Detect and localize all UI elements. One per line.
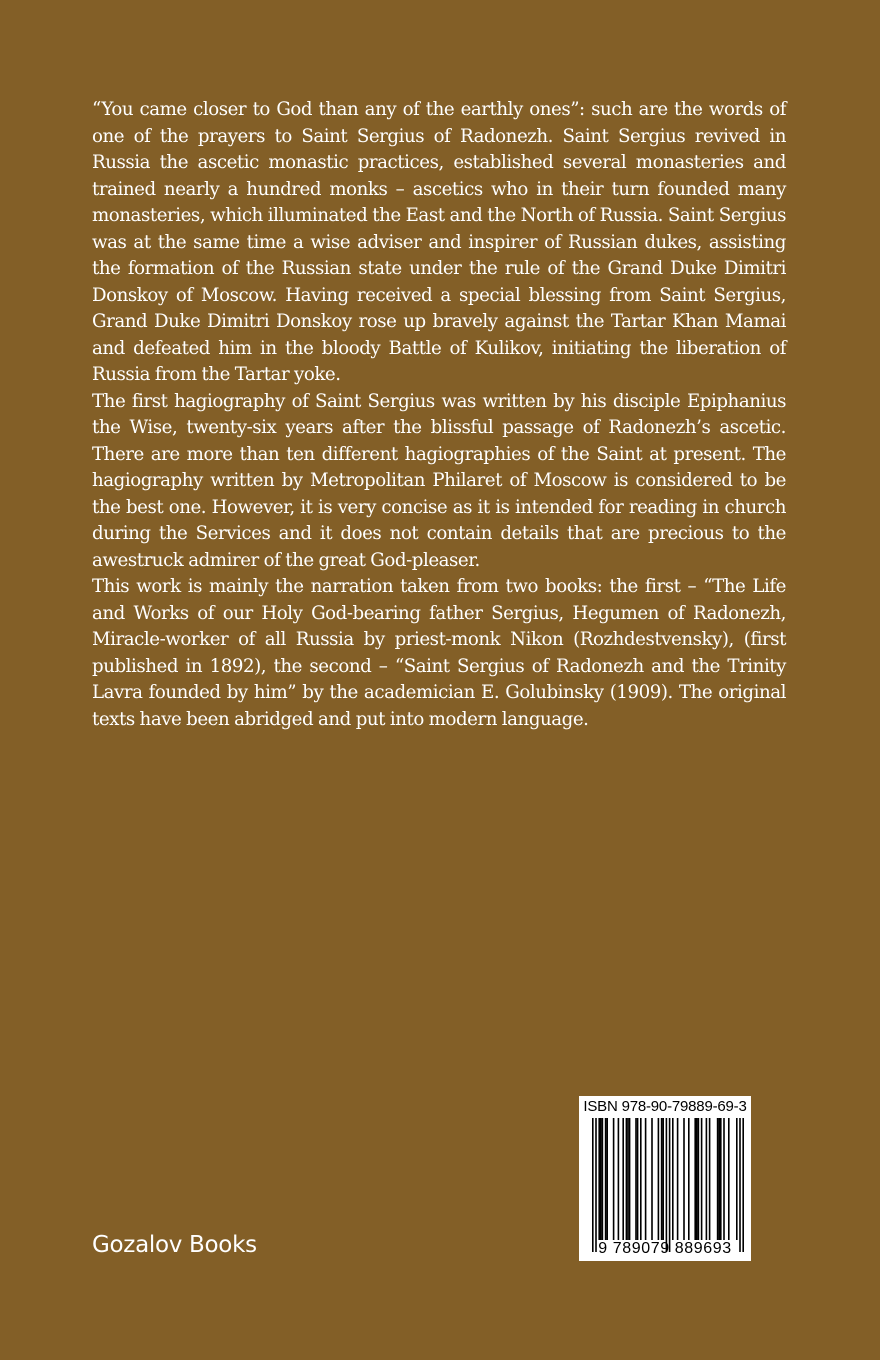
blurb-paragraph-3: This work is mainly the narration taken from two books: the first – “The Life and Works of our Holy God-bearing father Sergius, Hegumen of Radonezh, Miracle-worker of all Russia by priest-monk Nikon (Rozhdestvensky), (first published in 1892), the second – “Saint Sergius of Radonezh and the Trinity Lavra founded by him” by the academician E. Golubinsky (1909). The original texts have been abridged and put into modern language. bbox=[92, 576, 786, 730]
barcode-bar bbox=[701, 1118, 703, 1240]
barcode-bars bbox=[579, 1096, 751, 1261]
barcode-bar bbox=[602, 1118, 604, 1240]
barcode-bar bbox=[598, 1118, 600, 1240]
isbn-barcode bbox=[579, 1096, 751, 1261]
barcode-bar bbox=[651, 1118, 653, 1240]
barcode-bar bbox=[666, 1118, 668, 1252]
barcode-bar bbox=[635, 1118, 637, 1240]
barcode-bar bbox=[728, 1118, 730, 1240]
barcode-bar bbox=[637, 1118, 639, 1240]
barcode-bar bbox=[640, 1118, 642, 1240]
barcode-digits: 9 789079 889693 bbox=[598, 1240, 732, 1257]
barcode-bar bbox=[688, 1118, 690, 1240]
barcode-bar bbox=[662, 1118, 664, 1240]
isbn-label: ISBN 978-90-79889-69-3 bbox=[583, 1098, 747, 1115]
blurb-paragraph-1: “You came closer to God than any of the earthly ones”: such are the words of one of the prayers to Saint Sergius of Radonezh. Saint Sergius revived in Russia the ascetic monastic practices, established several monasteries and trained nearly a hundred monks – ascetics who in their turn founded many monasteries, which illuminated the East and the North of Russia. Saint Sergius was at the same time a wise adviser and inspirer of Russian dukes, assisting the formation of the Russian state under the rule of the Grand Duke Dimitri Donskoy of Moscow. Having received a special blessing from Saint Sergius, Grand Duke Dimitri Donskoy rose up bravely against the Tartar Khan Mamai and defeated him in the bloody Battle of Kulikov, initiating the liberation of Russia from the Tartar yoke. bbox=[92, 99, 786, 385]
barcode-bar bbox=[672, 1118, 674, 1240]
barcode-bar bbox=[592, 1118, 594, 1252]
barcode-bar bbox=[626, 1118, 628, 1240]
barcode-bar bbox=[600, 1118, 602, 1240]
barcode-bar bbox=[618, 1118, 620, 1240]
barcode-bar bbox=[720, 1118, 722, 1240]
barcode-bar bbox=[645, 1118, 647, 1240]
barcode-bar bbox=[605, 1118, 607, 1240]
barcode-bar bbox=[613, 1118, 615, 1240]
barcode-bar bbox=[627, 1118, 629, 1240]
barcode-bar bbox=[622, 1118, 624, 1240]
barcode-bar bbox=[718, 1118, 720, 1240]
barcode-bar bbox=[658, 1118, 660, 1240]
barcode-bar bbox=[696, 1118, 698, 1240]
barcode-bar bbox=[595, 1118, 597, 1252]
barcode-bar bbox=[706, 1118, 708, 1240]
barcode-bar bbox=[709, 1118, 711, 1240]
barcode-bar bbox=[661, 1118, 663, 1240]
barcode-bar bbox=[629, 1118, 631, 1240]
barcode-bar bbox=[717, 1118, 719, 1240]
barcode-bar bbox=[742, 1118, 744, 1252]
blurb-paragraph-2: The first hagiography of Saint Sergius was written by his disciple Epiphanius the Wise, twenty-six years after the blissful passage of Radonezh’s ascetic. There are more than ten different hagiographies of the Saint at present. The hagiography written by Metropolitan Philaret of Moscow is considered to be the best one. However, it is very concise as it is intended for reading in church during the Services and it does not contain details that are precious to the awestruck admirer of the great God-pleaser. bbox=[92, 390, 786, 571]
barcode-bar bbox=[739, 1118, 741, 1252]
barcode-bar bbox=[669, 1118, 671, 1252]
barcode-bar bbox=[736, 1118, 738, 1240]
barcode-bar bbox=[677, 1118, 679, 1240]
publisher-name: Gozalov Books bbox=[92, 1232, 257, 1258]
barcode-bar bbox=[694, 1118, 696, 1240]
back-cover-blurb bbox=[92, 97, 786, 733]
barcode-bar bbox=[723, 1118, 725, 1240]
barcode-bar bbox=[683, 1118, 685, 1240]
barcode-bar bbox=[606, 1118, 608, 1240]
barcode-bar bbox=[698, 1118, 700, 1240]
